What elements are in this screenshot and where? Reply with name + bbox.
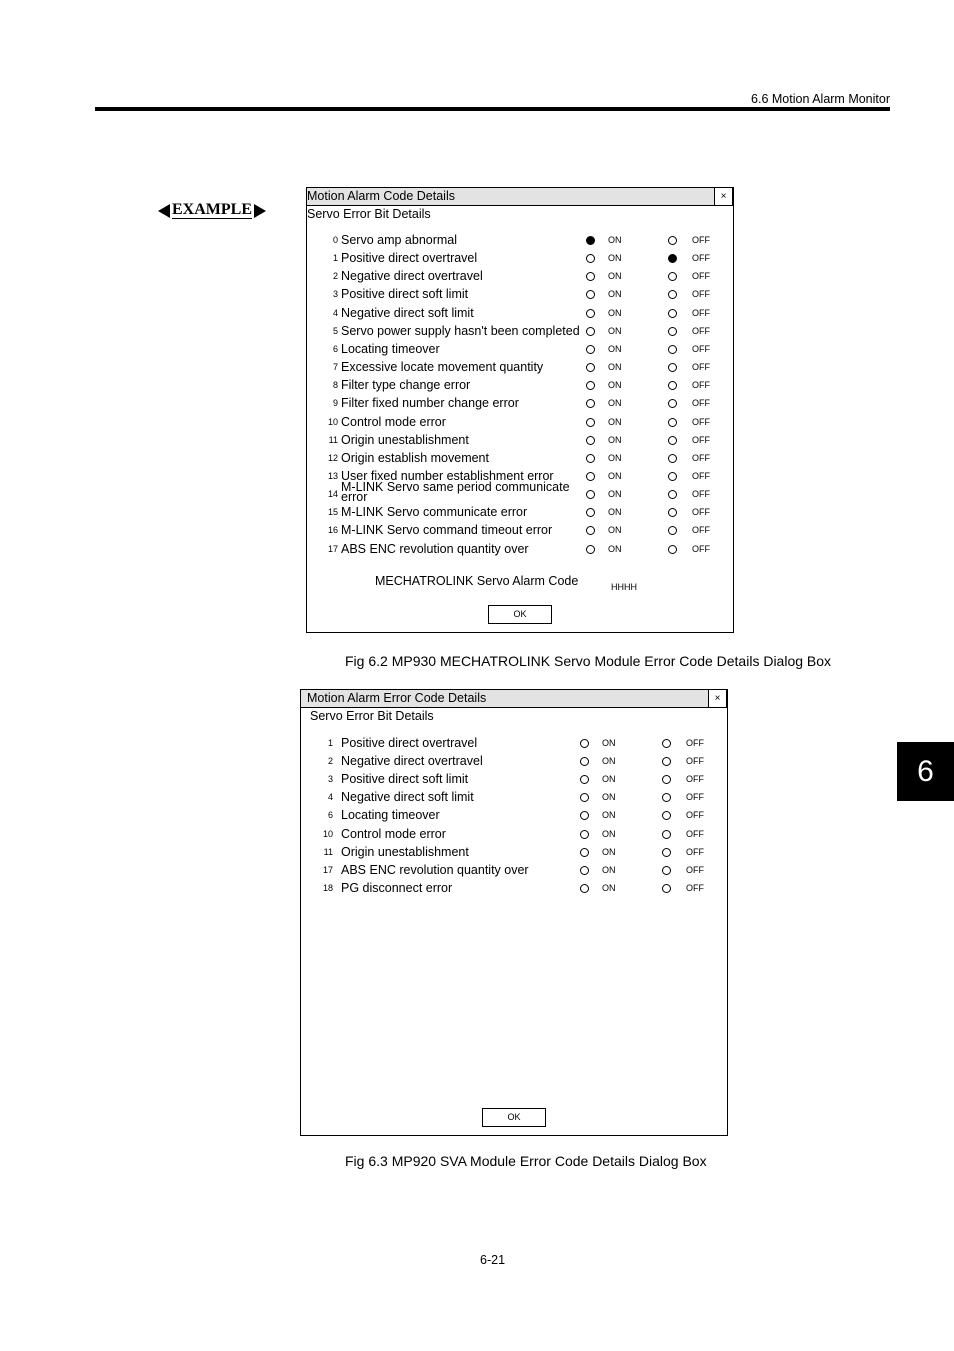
bit-number: 6 <box>332 343 338 354</box>
bit-number: 4 <box>332 307 338 318</box>
off-label: OFF <box>692 489 710 500</box>
error-bit-row <box>307 269 733 287</box>
bit-number: 10 <box>322 828 333 839</box>
bit-number: 1 <box>332 253 338 264</box>
off-label: OFF <box>692 289 710 300</box>
bit-label: ABS ENC revolution quantity over <box>341 862 529 877</box>
bit-label: Negative direct soft limit <box>341 790 474 805</box>
bit-label: M-LINK Servo communicate error <box>341 505 528 520</box>
bit-number: 17 <box>327 543 338 554</box>
error-bit-row <box>307 233 733 251</box>
on-radio[interactable] <box>586 272 595 281</box>
off-label: OFF <box>686 882 704 893</box>
on-radio[interactable] <box>580 830 589 839</box>
off-label: OFF <box>692 525 710 536</box>
on-label: ON <box>608 271 622 282</box>
off-label: OFF <box>686 792 704 803</box>
dialog-titlebar <box>301 690 727 708</box>
bit-label: ABS ENC revolution quantity over <box>341 541 529 556</box>
close-button[interactable]: × <box>708 689 727 708</box>
on-label: ON <box>608 307 622 318</box>
on-radio[interactable] <box>580 793 589 802</box>
error-bit-row <box>301 808 727 826</box>
off-radio[interactable] <box>668 327 677 336</box>
off-radio[interactable] <box>668 490 677 499</box>
off-radio[interactable] <box>662 848 671 857</box>
on-radio[interactable] <box>586 254 595 263</box>
on-label: ON <box>602 864 616 875</box>
off-label: OFF <box>692 343 710 354</box>
on-radio[interactable] <box>586 381 595 390</box>
section-title: Servo Error Bit Details <box>310 709 434 723</box>
error-bit-row <box>301 863 727 881</box>
bit-label: Origin establish movement <box>341 450 489 465</box>
off-label: OFF <box>692 507 710 518</box>
bit-number: 11 <box>323 846 333 857</box>
bit-number: 18 <box>322 882 333 893</box>
off-radio[interactable] <box>668 526 677 535</box>
bit-number: 11 <box>328 434 338 445</box>
on-label: ON <box>608 253 622 264</box>
off-label: OFF <box>686 756 704 767</box>
error-bit-row <box>307 415 733 433</box>
on-radio[interactable] <box>580 848 589 857</box>
bit-number: 17 <box>322 864 333 875</box>
off-label: OFF <box>692 235 710 245</box>
on-label: ON <box>602 792 616 803</box>
off-radio[interactable] <box>662 866 671 875</box>
bit-number: 0 <box>332 235 338 245</box>
on-radio[interactable] <box>586 545 595 554</box>
bit-label: Filter type change error <box>341 378 471 393</box>
bit-label: Negative direct soft limit <box>341 305 474 320</box>
on-label: ON <box>608 289 622 300</box>
section-title: Servo Error Bit Details <box>307 207 431 221</box>
dialog-title: Motion Alarm Error Code Details <box>307 691 487 705</box>
off-radio[interactable] <box>662 739 671 748</box>
off-radio[interactable] <box>668 418 677 427</box>
bit-label: User fixed number establishment error <box>341 468 554 483</box>
bit-label: PG disconnect error <box>341 880 453 895</box>
bit-label: Origin unestablishment <box>341 432 469 447</box>
off-radio[interactable] <box>668 236 677 245</box>
off-label: OFF <box>686 774 704 785</box>
on-label: ON <box>602 828 616 839</box>
error-bit-row <box>307 505 733 523</box>
off-label: OFF <box>686 846 704 857</box>
on-label: ON <box>608 489 622 500</box>
bit-number: 8 <box>332 380 338 391</box>
right-triangle-icon <box>254 204 266 218</box>
off-radio[interactable] <box>668 309 677 318</box>
error-bit-row <box>301 772 727 790</box>
off-label: OFF <box>686 828 704 839</box>
error-bit-row <box>307 480 733 505</box>
error-bit-row <box>301 790 727 808</box>
bit-label: Negative direct overtravel <box>341 269 483 284</box>
off-label: OFF <box>692 325 710 336</box>
bit-number: 9 <box>332 398 338 409</box>
error-bit-row <box>301 827 727 845</box>
example-label: EXAMPLE <box>172 201 252 218</box>
on-label: ON <box>602 882 616 893</box>
on-radio[interactable] <box>586 363 595 372</box>
off-label: OFF <box>692 271 710 282</box>
bit-label: Positive direct overtravel <box>341 251 478 266</box>
bit-label: M-LINK Servo command timeout error <box>341 523 553 538</box>
off-radio[interactable] <box>668 381 677 390</box>
left-triangle-icon <box>158 204 170 218</box>
off-radio[interactable] <box>668 508 677 517</box>
on-label: ON <box>602 738 616 748</box>
bit-number: 2 <box>327 756 333 767</box>
bit-number: 10 <box>327 416 338 427</box>
bit-number: 3 <box>332 289 338 300</box>
off-label: OFF <box>692 470 710 481</box>
error-bit-row <box>307 306 733 324</box>
dialog-title: Motion Alarm Code Details <box>307 189 455 203</box>
on-radio[interactable] <box>586 236 595 245</box>
error-bit-row <box>307 342 733 360</box>
on-radio[interactable] <box>586 309 595 318</box>
on-radio[interactable] <box>586 472 595 481</box>
bit-label: Origin unestablishment <box>341 844 469 859</box>
ok-button[interactable]: OK <box>482 1108 546 1127</box>
close-button[interactable]: × <box>714 187 733 206</box>
bit-label: Negative direct overtravel <box>341 754 483 769</box>
on-radio[interactable] <box>586 508 595 517</box>
bit-label: Control mode error <box>341 826 446 841</box>
on-label: ON <box>608 343 622 354</box>
off-radio[interactable] <box>668 436 677 445</box>
bit-label: Positive direct overtravel <box>341 736 478 750</box>
bit-label: Positive direct soft limit <box>341 772 469 787</box>
on-label: ON <box>608 543 622 554</box>
error-bit-row <box>307 324 733 342</box>
bit-number: 3 <box>327 774 333 785</box>
on-label: ON <box>608 398 622 409</box>
bit-label: Positive direct soft limit <box>341 287 469 302</box>
off-radio[interactable] <box>668 454 677 463</box>
error-bit-row <box>301 881 727 899</box>
off-radio[interactable] <box>662 775 671 784</box>
on-label: ON <box>602 774 616 785</box>
off-radio[interactable] <box>668 290 677 299</box>
on-radio[interactable] <box>586 418 595 427</box>
on-radio[interactable] <box>580 884 589 893</box>
ok-button[interactable]: OK <box>488 605 552 624</box>
off-radio[interactable] <box>668 472 677 481</box>
bit-label: Servo amp abnormal <box>341 233 458 247</box>
on-radio[interactable] <box>586 290 595 299</box>
on-radio[interactable] <box>580 757 589 766</box>
running-header: 6.6 Motion Alarm Monitor <box>751 92 890 106</box>
alarm-code-details-dialog <box>306 187 734 633</box>
off-radio[interactable] <box>662 884 671 893</box>
off-radio[interactable] <box>668 363 677 372</box>
off-label: OFF <box>686 864 704 875</box>
error-bit-row <box>307 396 733 414</box>
off-label: OFF <box>686 738 704 748</box>
bit-number: 1 <box>327 738 333 748</box>
error-bit-row <box>301 845 727 863</box>
off-label: OFF <box>692 543 710 554</box>
example-marker <box>158 202 266 219</box>
on-label: ON <box>602 756 616 767</box>
on-radio[interactable] <box>586 490 595 499</box>
off-label: OFF <box>692 253 710 264</box>
error-bit-row <box>307 542 733 560</box>
chapter-tab: 6 <box>897 742 954 801</box>
bit-label: Locating timeover <box>341 341 440 356</box>
on-label: ON <box>602 846 616 857</box>
error-bit-row <box>307 360 733 378</box>
bit-number: 4 <box>327 792 333 803</box>
figure-caption: Fig 6.2 MP930 MECHATROLINK Servo Module Error Code Details Dialog Box <box>345 653 832 669</box>
off-radio[interactable] <box>668 345 677 354</box>
bit-label: M-LINK Servo same period communicate error <box>341 480 570 505</box>
off-label: OFF <box>692 398 710 409</box>
off-radio[interactable] <box>668 545 677 554</box>
off-radio[interactable] <box>662 757 671 766</box>
alarm-error-code-details-dialog <box>300 689 728 1136</box>
on-radio[interactable] <box>580 775 589 784</box>
off-label: OFF <box>692 416 710 427</box>
error-bit-row <box>301 754 727 772</box>
off-radio[interactable] <box>668 254 677 263</box>
on-radio[interactable] <box>586 345 595 354</box>
bit-label: Locating timeover <box>341 808 440 823</box>
on-label: ON <box>608 416 622 427</box>
on-label: ON <box>608 325 622 336</box>
on-label: ON <box>602 810 616 821</box>
on-radio[interactable] <box>586 526 595 535</box>
on-radio[interactable] <box>580 811 589 820</box>
off-radio[interactable] <box>668 399 677 408</box>
bit-number: 12 <box>327 452 338 463</box>
on-label: ON <box>608 507 622 518</box>
on-radio[interactable] <box>586 454 595 463</box>
on-label: ON <box>608 362 622 373</box>
off-radio[interactable] <box>662 811 671 820</box>
on-radio[interactable] <box>580 739 589 748</box>
on-radio[interactable] <box>586 436 595 445</box>
on-label: ON <box>608 380 622 391</box>
off-label: OFF <box>692 380 710 391</box>
off-label: OFF <box>692 434 710 445</box>
bit-number: 16 <box>327 525 338 536</box>
bit-number: 6 <box>327 810 333 821</box>
figure-caption: Fig 6.3 MP920 SVA Module Error Code Details Dialog Box <box>345 1153 707 1169</box>
bit-label: Excessive locate movement quantity <box>341 360 544 375</box>
on-label: ON <box>608 470 622 481</box>
alarm-code-label: MECHATROLINK Servo Alarm Code <box>375 574 579 588</box>
on-radio[interactable] <box>586 327 595 336</box>
on-radio[interactable] <box>580 866 589 875</box>
bit-number: 5 <box>332 325 338 336</box>
bit-label: Filter fixed number change error <box>341 396 519 411</box>
error-bit-row <box>307 433 733 451</box>
error-bit-row <box>301 736 727 754</box>
error-bit-row <box>307 523 733 541</box>
off-radio[interactable] <box>662 793 671 802</box>
on-label: ON <box>608 235 622 245</box>
bit-number: 14 <box>327 489 338 500</box>
alarm-code-value: HHHH <box>611 582 637 592</box>
on-radio[interactable] <box>586 399 595 408</box>
on-label: ON <box>608 434 622 445</box>
off-label: OFF <box>692 362 710 373</box>
bit-label: Servo power supply hasn't been completed <box>341 323 580 338</box>
on-label: ON <box>608 452 622 463</box>
dialog-titlebar <box>307 188 733 206</box>
bit-number: 7 <box>332 362 338 373</box>
error-bit-row <box>307 251 733 269</box>
off-label: OFF <box>686 810 704 821</box>
off-label: OFF <box>692 452 710 463</box>
error-bit-row <box>307 378 733 396</box>
off-radio[interactable] <box>662 830 671 839</box>
page-number: 6-21 <box>480 1253 506 1267</box>
error-bit-row <box>307 451 733 469</box>
error-bit-row <box>307 287 733 305</box>
on-label: ON <box>608 525 622 536</box>
header-rule <box>95 107 890 111</box>
bit-label: Control mode error <box>341 414 446 429</box>
bit-number: 15 <box>327 507 338 518</box>
off-radio[interactable] <box>668 272 677 281</box>
bit-number: 2 <box>332 271 338 282</box>
bit-number: 13 <box>327 470 338 481</box>
off-label: OFF <box>692 307 710 318</box>
